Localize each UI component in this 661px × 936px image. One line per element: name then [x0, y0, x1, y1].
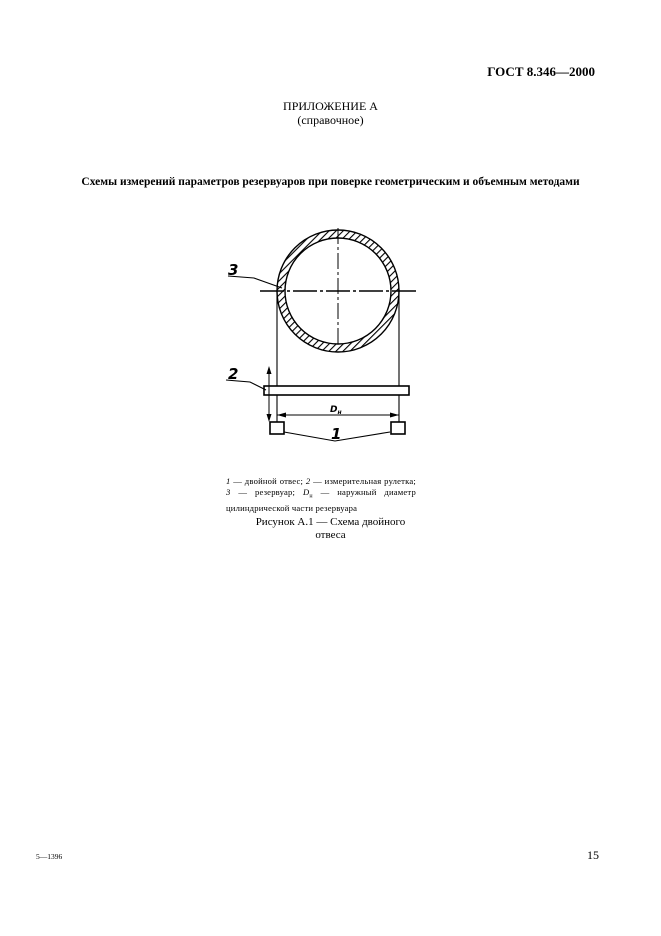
caption-line-2: отвеса	[315, 529, 346, 541]
dimension-label-sub: н	[337, 409, 342, 416]
footer-print-code: 5—1396	[36, 852, 63, 861]
standard-number: ГОСТ 8.346—2000	[487, 64, 595, 79]
left-plumb-bob	[270, 422, 284, 434]
legend-num-3: 3	[226, 487, 231, 497]
figure-legend	[226, 476, 416, 514]
dimension-label-main: D	[330, 405, 338, 415]
measuring-tape	[264, 386, 409, 395]
arrow-down-icon	[267, 414, 272, 422]
legend-diameter-subscript: н	[309, 493, 313, 500]
label-2: 2	[228, 365, 239, 383]
legend-text-4: — наружный диаметр цилиндрической части резервуара	[226, 487, 416, 513]
double-plumb-diagram	[220, 226, 420, 446]
page-number: 15	[587, 848, 599, 862]
appendix-subtitle: (справочное)	[297, 113, 364, 127]
arrow-up-icon	[267, 366, 272, 374]
legend-diameter-symbol: D	[302, 487, 310, 497]
appendix-title: ПРИЛОЖЕНИЕ А	[283, 99, 378, 113]
label-1: 1	[331, 425, 342, 443]
dimension-arrow-right-icon	[390, 413, 399, 418]
legend-text-1: — двойной отвес;	[230, 476, 306, 486]
right-plumb-bob	[391, 422, 405, 434]
label-3: 3	[228, 261, 239, 279]
section-heading: Схемы измерений параметров резервуаров при поверке геометрическим и объемным методами	[81, 176, 580, 188]
legend-text-3: — резервуар;	[230, 487, 303, 497]
legend-num-1: 1	[226, 476, 231, 486]
appendix-heading	[0, 99, 661, 127]
figure-caption	[0, 516, 661, 542]
caption-line-1: Рисунок А.1 — Схема двойного	[255, 516, 406, 528]
dimension-arrow-left-icon	[277, 413, 286, 418]
dimension-label-group	[330, 405, 342, 416]
legend-num-2: 2	[305, 476, 311, 486]
legend-text-2: — измерительная рулетка;	[310, 476, 416, 486]
figure-double-plumb	[220, 226, 420, 446]
